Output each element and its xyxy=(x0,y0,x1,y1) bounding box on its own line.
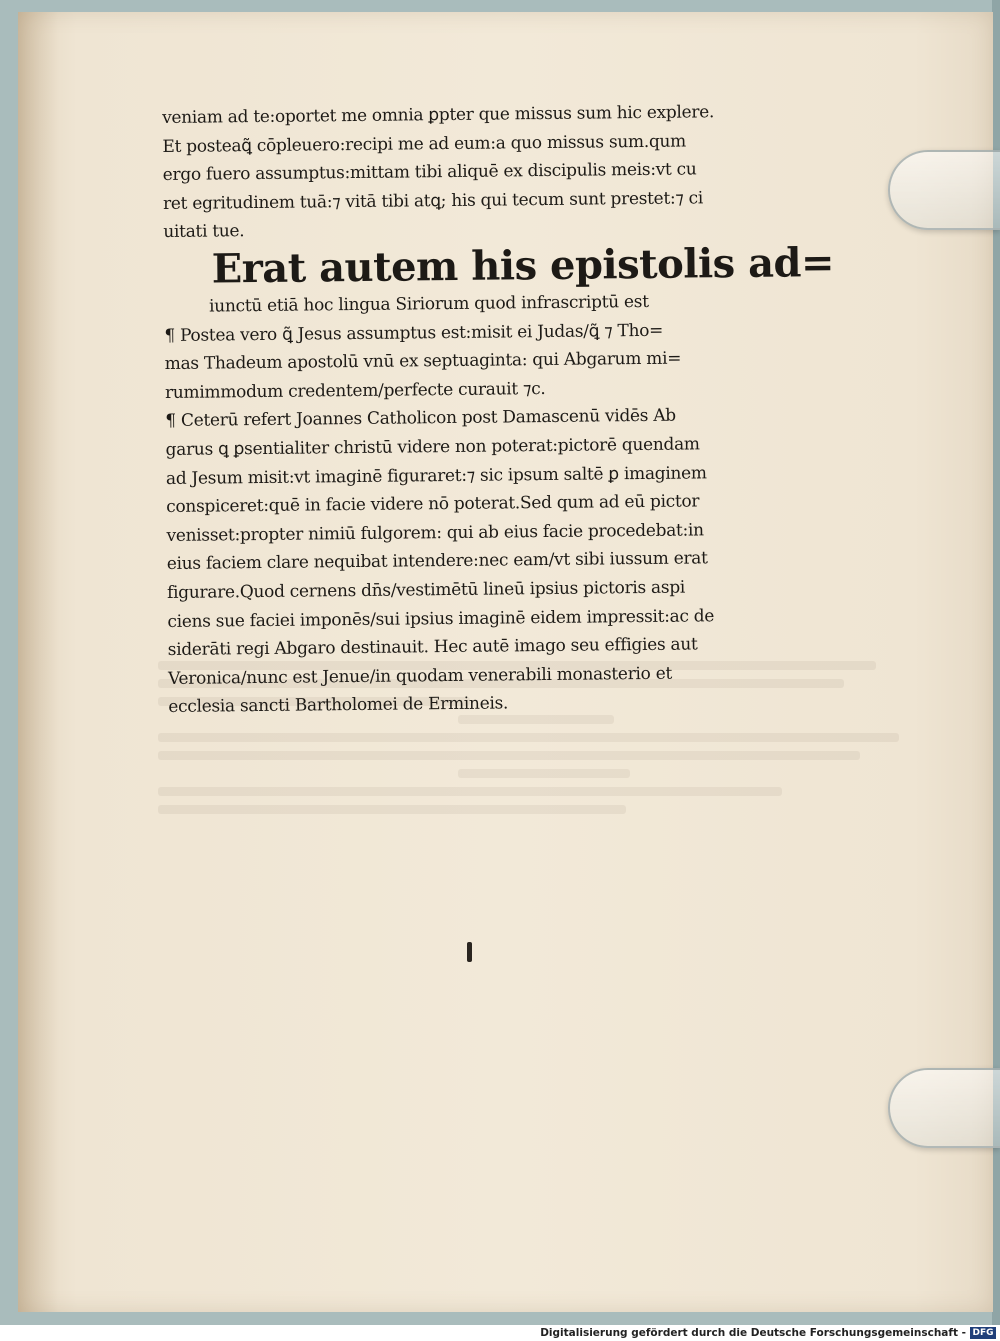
footer-bar xyxy=(0,1325,1000,1341)
text-line: ad Jesum misit:vt imaginē figuraret:⁊ sic ipsum saltē ꝑ imaginem xyxy=(165,462,707,489)
ink-mark xyxy=(467,942,472,962)
text-line: Veronica/nunc est Jenue/in quodam venerabili monasterio et xyxy=(167,663,673,689)
text-line: figurare.Quod cernens dn̄s/vestimētū lineū ipsius pictoris aspi xyxy=(167,577,686,603)
text-line: ret egritudinem tuā:⁊ vitā tibi atꝗ; his qui tecum sunt prestet:⁊ ci xyxy=(162,188,704,214)
text-line: garus ꝗ ꝑsentialiter christū videre non poterat:pictorē quendam xyxy=(165,434,700,460)
text-line: eius faciem clare nequibat intendere:nec eam/vt sibi iussum erat xyxy=(166,548,708,575)
text-line: ¶ Ceterū refert Joannes Catholicon post Damascenū vidēs Ab xyxy=(165,405,676,432)
page-text xyxy=(162,97,838,722)
text-line: ¶ Postea vero ꝗ̃ Jesus assumptus est:misit ei Judas/ꝗ̃ ⁊ Tho= xyxy=(164,320,664,346)
text-line: ergo fuero assumptus:mittam tibi aliquē ex discipulis meis:vt cu xyxy=(162,159,697,186)
text-line: ciens sue faciei imponēs/sui ipsius imaginē eidem impressit:ac de xyxy=(167,605,715,632)
page-clip-top xyxy=(888,150,1000,230)
page-gutter-shadow xyxy=(18,12,58,1312)
funding-credit: Digitalisierung gefördert durch die Deutsche Forschungsgemeinschaft - xyxy=(540,1327,966,1339)
page-clip-bottom xyxy=(888,1068,1000,1148)
text-line: iunctū etiā hoc lingua Siriorum quod infrascriptū est xyxy=(209,291,649,317)
text-line: rumimmodum credentem/perfecte curauit ⁊c. xyxy=(164,378,546,403)
section-heading: Erat autem his epistolis ad= xyxy=(211,238,835,293)
text-line: mas Thadeum apostolū vnū ex septuaginta: qui Abgarum mi= xyxy=(164,348,682,375)
dfg-logo: DFG xyxy=(970,1327,996,1339)
text-line: ecclesia sancti Bartholomei de Ermineis. xyxy=(168,693,509,718)
text-line: uitati tue. xyxy=(163,221,245,243)
text-line: Et posteaꝗ̃ cōpleuero:recipi me ad eum:a quo missus sum.qum xyxy=(162,131,687,157)
text-line: veniam ad te:oportet me omnia ꝑpter que missus sum hic explere. xyxy=(162,102,715,128)
text-line: venisset:propter nimiū fulgorem: qui ab eius facie procedebat:in xyxy=(166,520,704,546)
text-line: conspiceret:quē in facie videre nō poterat.Sed qum ad eū pictor xyxy=(166,491,700,518)
text-line: siderāti regi Abgaro destinauit. Hec autē imago seu effigies aut xyxy=(167,634,698,661)
